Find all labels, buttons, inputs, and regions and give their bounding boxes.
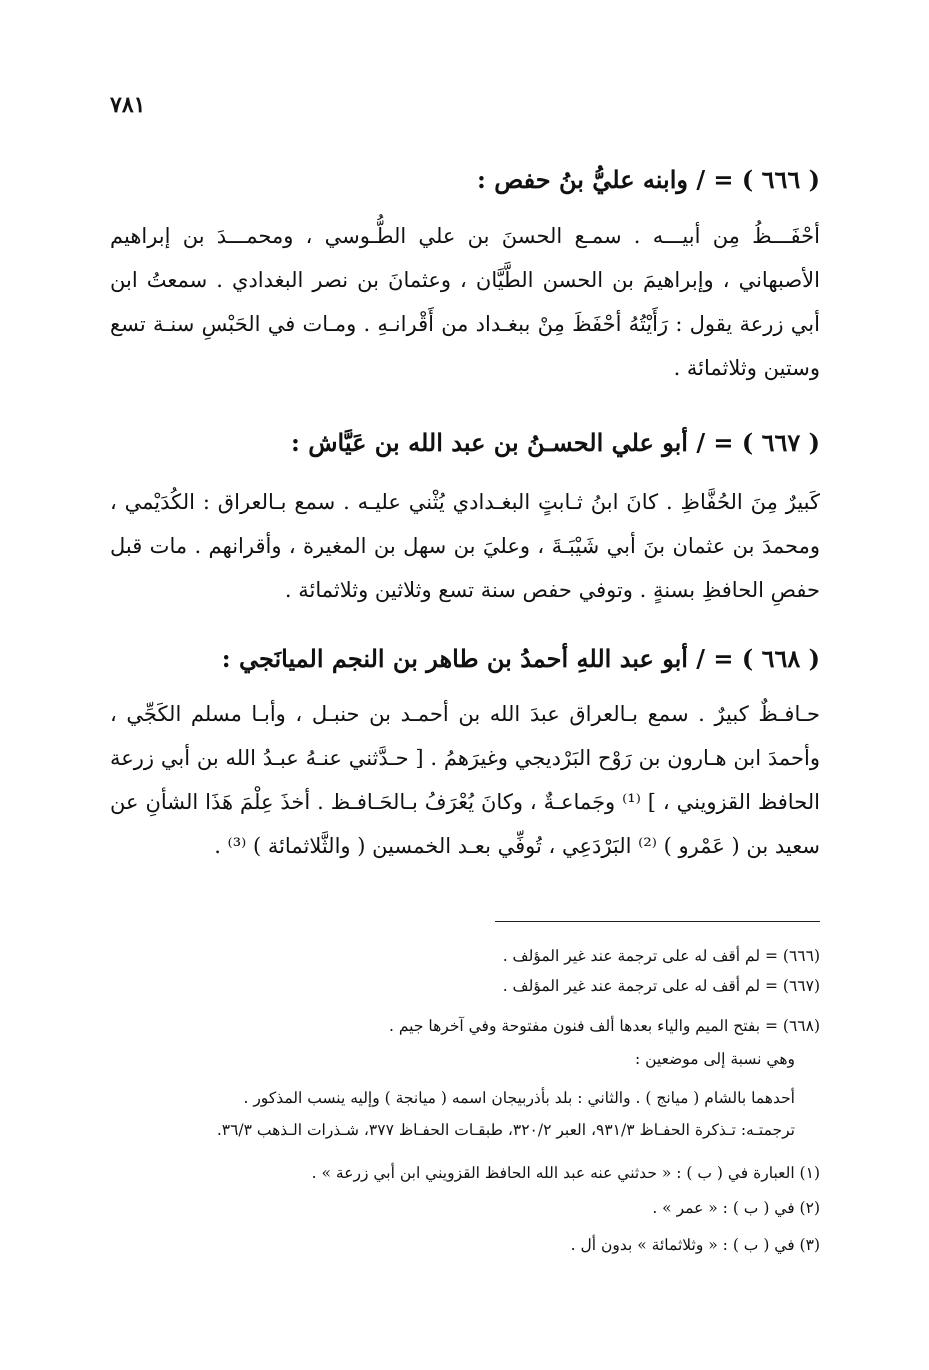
editor-note: أحدهما بالشام ( ميانج ) . والثاني : بلد بأذربيجان اسمه ( ميانجة ) وإليه ينسب المذكور . [243,1089,795,1107]
entry-paragraph-666: أحْفَـــظُ مِن أبيـــه . سمـع الحسنَ بن علي الطُّـوسي ، ومحمـــدَ بن إبراهيم الأصبهاني ، وإبراهيمَ بن الحسن الطَّيَّان ، وعثمانَ بن نصر البغدادي . سمعتُ ابن أبي زرعة يقول : رَأَيْتُهُ أحْفَظَ مِنْ ببغـداد من أَقْرانـهِ . ومـات في الحَبْسِ سنـة تسع وستين وثلاثمائة . [110,224,820,380]
editor-note: (٦٦٦) = لم أقف له على ترجمة عند غير المؤلف . [502,947,820,965]
entry-heading-667: ( ٦٦٧ ) = / أبو علي الحسـنُ بن عبد الله بن عَيَّاش : [291,428,820,457]
entry-heading-668: ( ٦٦٨ ) = / أبو عبد اللهِ أحمدُ بن طاهر بن النجم الميانَجي : [221,644,820,673]
editor-note: (٦٦٨) = بفتح الميم والياء بعدها ألف فنون مفتوحة وفي آخرها جيم . [389,1017,820,1035]
variant-note: (٣) في ( ب ) : « وثلاثمائة » بدون أل . [570,1236,820,1254]
variant-note: (١) العبارة في ( ب ) : « حدثني عنه عبد الله الحافظ القزويني ابن أبي زرعة » . [311,1164,820,1182]
entry-paragraph-667: كَبيرٌ مِنَ الحُفَّاظِ . كانَ ابنُ ثـابتٍ البغـدادي يُثْني عليـه . سمع بـالعراق : الكُدَيْمي ، ومحمدَ بن عثمان بنَ أبي شَيْبَـةَ ، وعليَ بن سهل بن المغيرة ، وأقرانهم . مات قبل حفصِ الحافظِ بسنةٍ . وتوفي حفص سنة تسع وثلاثين وثلاثمائة . [110,490,820,602]
variant-note: (٢) في ( ب ) : « عمر » . [652,1199,820,1217]
book-page [110,0,820,1370]
entry-heading-666: ( ٦٦٦ ) = / وابنه عليُّ بنُ حفص : [477,165,820,194]
editor-note: وهي نسبة إلى موضعين : [634,1050,795,1068]
page-number: ٧٨١ [110,92,146,118]
editor-note: ترجمتـه: تـذكرة الحفـاظ ٩٣١/٣، العبر ٣٢٠/٢، طبقـات الحفـاظ ٣٧٧، شـذرات الـذهب ٣٦/٣. [216,1121,795,1139]
editor-note: (٦٦٧) = لم أقف له على ترجمة عند غير المؤلف . [502,977,820,995]
entry-paragraph-668: حـافـظٌ كبيرٌ . سمع بـالعراق عبدَ الله بن أحمـد بن حنبـل ، وأبـا مسلم الكَجِّي ، وأحمدَ ابن هـارون بن رَوْح البَرْديجي وغيرَهمُ . [ حـدَّثني عنـهُ عبـدُ الله بن أبي زرعة الحافظ القزويني ، ] ⁽¹⁾ وجَماعـةٌ ، وكانَ يُعْرَفُ بـالحَـافـظ . أخذَ عِلْمَ هَذَا الشأنِ عن سعيد بن ( عَمْرو ) ⁽²⁾ البَرْدَعِي ، تُوفِّي بعـد الخمسين ( والثَّلاثمائة ) ⁽³⁾ . [110,702,820,858]
footnote-divider [495,921,820,922]
